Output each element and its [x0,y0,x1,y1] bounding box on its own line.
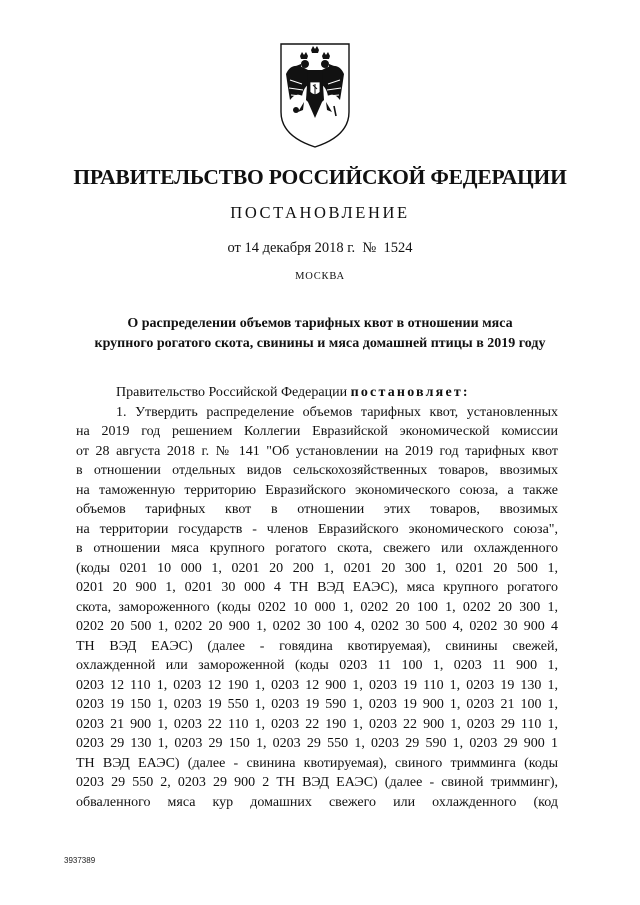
body-line: от 28 августа 2018 г. № 141 "Об установлении на 2019 год тарифных квот [76,443,558,459]
preamble [76,383,558,403]
heading-line-1: О распределении объемов тарифных квот в отношении мяса [127,316,513,331]
russian-coat-of-arms-icon [278,40,352,150]
document-city: МОСКВА [295,271,345,282]
body-line: обваленного мяса кур домашних свежего или охлажденного (код [76,794,558,810]
body-line: (коды 0201 10 000 1, 0201 20 200 1, 0201 20 300 1, 0201 20 500 1, [76,560,558,576]
body-line: ТН ВЭД ЕАЭС) (далее - свинина квотируемая), свиного тримминга (коды [76,755,558,771]
body-line: ТН ВЭД ЕАЭС) (далее - говядина квотируемая), свинины свежей, [76,638,558,654]
government-title: ПРАВИТЕЛЬСТВО РОССИЙСКОЙ ФЕДЕРАЦИИ [73,165,567,189]
body-line: скота, замороженного (коды 0202 10 000 1, 0202 20 100 1, 0202 20 300 1, [76,599,558,615]
body-line: в отношении отдельных видов сельскохозяйственных товаров, ввозимых [76,463,558,478]
document-date-number: от 14 декабря 2018 г. № 1524 [227,240,413,256]
body-line: 0203 19 150 1, 0203 19 550 1, 0203 19 590 1, 0203 19 900 1, 0203 21 100 1, [76,697,558,712]
body-line: 0201 20 900 1, 0201 30 000 4 ТН ВЭД ЕАЭС), мяса крупного рогатого [76,580,558,595]
body-line: 0202 20 500 1, 0202 20 900 1, 0202 30 100 4, 0202 30 500 4, 0202 30 900 4 [76,619,558,634]
preamble-decree-word: постановляет: [350,385,470,400]
body-line: 1. Утвердить распределение объемов тарифных квот, установленных [116,404,558,420]
body-line: 0203 29 130 1, 0203 29 150 1, 0203 29 550 1, 0203 29 590 1, 0203 29 900 1 [76,736,558,751]
preamble-text: Правительство Российской Федерации [116,385,351,400]
heading-line-2: крупного рогатого скота, свинины и мяса домашней птицы в 2019 году [94,336,546,351]
body-line: объемов тарифных квот в отношении этих товаров, ввозимых [76,502,558,517]
body-line: на территории государств - членов Евразийского экономического союза", [76,521,558,537]
document-type: ПОСТАНОВЛЕНИЕ [230,203,410,222]
body-line: 0203 12 110 1, 0203 12 190 1, 0203 12 900 1, 0203 19 110 1, 0203 19 130 1, [76,677,558,693]
body-line: 0203 21 900 1, 0203 22 110 1, 0203 22 190 1, 0203 22 900 1, 0203 29 110 1, [76,716,558,732]
document-registration-number: 3937389 [64,856,96,865]
body-line: в отношении мяса крупного рогатого скота, свежего или охлажденного [76,541,558,556]
body-line: охлажденной или замороженной (коды 0203 11 100 1, 0203 11 900 1, [76,658,558,673]
body-line: на таможенную территорию Евразийского экономического союза, а также [76,482,558,498]
body-line: на 2019 год решением Коллегии Евразийской экономической комиссии [76,424,558,439]
document-heading [60,314,580,354]
body-line: 0203 29 550 2, 0203 29 900 2 ТН ВЭД ЕАЭС) (далее - свиной тримминг), [76,775,558,790]
document-body [76,383,558,812]
